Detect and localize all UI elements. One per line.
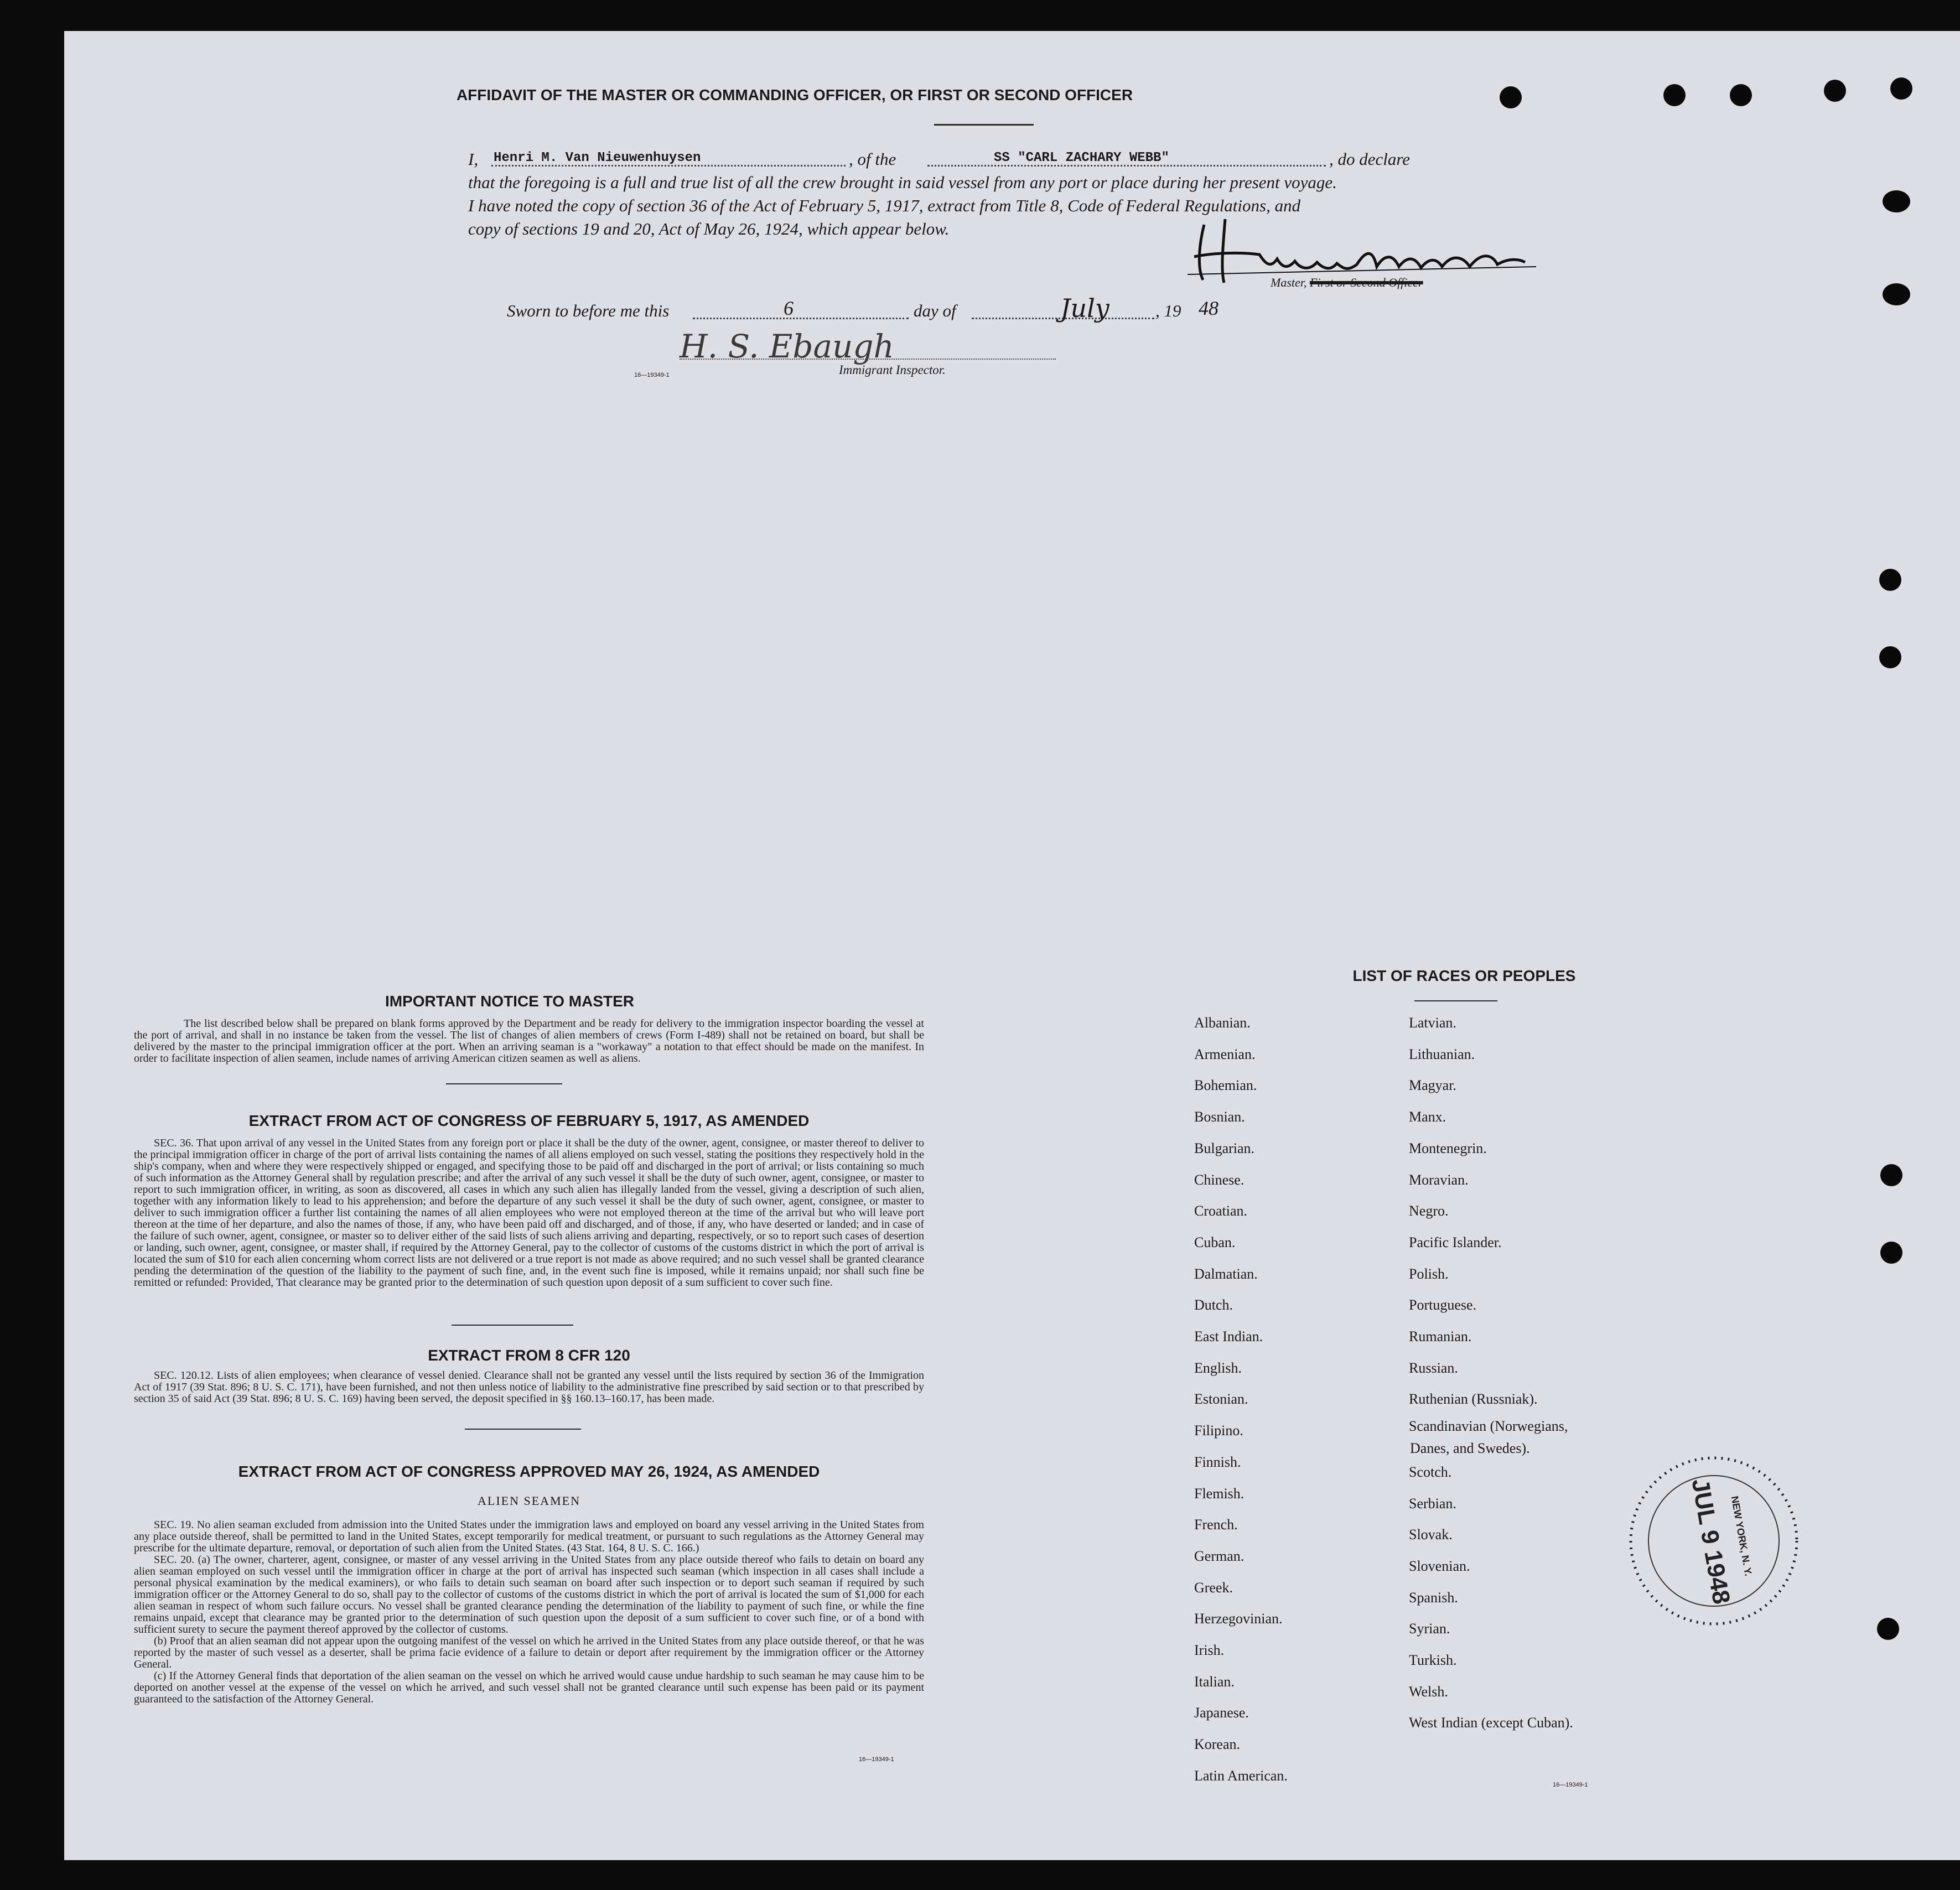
title-rule [934, 124, 1034, 126]
extract-1924-sections [134, 1519, 924, 1705]
punch-hole [1879, 646, 1901, 668]
day-of-label: day of [914, 301, 956, 320]
inspector-signature: H. S. Ebaugh [680, 328, 894, 365]
race-item: Albanian. [1194, 1015, 1251, 1031]
race-item: Spanish. [1409, 1589, 1458, 1606]
stamp-text: NEW YORK, N. Y. [1729, 1495, 1754, 1577]
affidavit-body-2: I have noted the copy of section 36 of the Act of February 5, 1917, extract from Title 8, Code of Federal Regulations, and [468, 196, 1301, 215]
day-underline [693, 318, 909, 319]
race-item: Japanese. [1194, 1705, 1249, 1721]
punch-hole [1890, 77, 1912, 100]
race-item: Polish. [1409, 1265, 1449, 1282]
punch-hole [1663, 84, 1686, 106]
race-item: Montenegrin. [1409, 1140, 1487, 1156]
affidavit-title: AFFIDAVIT OF THE MASTER OR COMMANDING OFFICER, OR FIRST OR SECOND OFFICER [456, 86, 1133, 103]
race-item: Bosnian. [1194, 1109, 1245, 1125]
affidavit-form-number: 16—19349-1 [634, 372, 670, 378]
race-item: German. [1194, 1548, 1245, 1564]
race-item: Welsh. [1409, 1683, 1448, 1700]
race-item: East Indian. [1194, 1328, 1263, 1344]
notice-body: The list described below shall be prepared on blank forms approved by the Department and be ready for delivery to the immigration inspector boarding the vessel at the port of arrival, and shall in no instance be taken from the vessel. The list of changes of alien members of crews (Form I-489) shall not be retained on board, but shall be delivered by the master to the principal immigration officer at the port. When an arriving seaman is a "workaway" a notation to that effect should be made on the manifest. In order to facilitate inspection of alien seamen, include names of arriving American citizen seamen as well as aliens. [134, 1017, 924, 1065]
race-item: Cuban. [1194, 1234, 1236, 1250]
sworn-year: 48 [1199, 297, 1218, 319]
sworn-day: 6 [784, 297, 794, 319]
punch-hole [1883, 190, 1910, 212]
race-item: Latin American. [1194, 1767, 1288, 1784]
sec-19-text: SEC. 19. No alien seaman excluded from admission into the United States under the immigration laws and employed on board any vessel arriving in the United States from any place outside thereof, shall be permitted to land in the United States, except temporarily for medical treatment, or pursuant to such regulations as the Attorney General may prescribe for the ultimate departure, removal, or deportation of such alien from the United States. (43 Stat. 164, 8 U. S. C. 166.) [134, 1519, 924, 1554]
punch-hole [1880, 1164, 1902, 1186]
race-item: Bohemian. [1194, 1077, 1257, 1094]
race-item: Latvian. [1409, 1015, 1456, 1031]
races-rule [1414, 1000, 1497, 1001]
date-stamp [1622, 1450, 1805, 1632]
extract-cfr-body: SEC. 120.12. Lists of alien employees; when clearance of vessel denied. Clearance shall not be granted any vessel until the lists required by section 36 of the Immigration Act of 1917 (39 Stat. 896; 8 U. S. C. 171), have been furnished, and not then unless notice of liability to the administrative fine prescribed by said section or to that prescribed by section 35 of said Act (39 Stat. 896; 8 U. S. C. 169) having been served, the deposit specified in §§ 160.13–160.17, has been made. [134, 1369, 924, 1405]
race-item: Finnish. [1194, 1453, 1241, 1470]
race-item: Lithuanian. [1409, 1046, 1475, 1062]
race-item: Flemish. [1194, 1485, 1245, 1502]
extract-cfr-rule [465, 1429, 581, 1430]
year-prefix: , 19 [1155, 301, 1181, 320]
punch-hole [1730, 84, 1752, 106]
extract-form-number: 16—19349-1 [859, 1756, 894, 1763]
race-item: Chinese. [1194, 1171, 1245, 1188]
name-underline [491, 165, 846, 167]
master-caption: Master, First or Second Officer [1271, 276, 1423, 289]
sworn-line [507, 293, 1337, 329]
i-label: I, [468, 149, 479, 169]
race-item: Moravian. [1409, 1171, 1469, 1188]
race-item: Slovenian. [1409, 1557, 1470, 1574]
affidavit-body-1: that the foregoing is a full and true list of all the crew brought in said vessel from any port or place during her present voyage. [468, 173, 1337, 192]
of-label: , of the [849, 149, 896, 169]
race-item: Filipino. [1194, 1422, 1243, 1439]
document-page [64, 31, 1960, 1860]
punch-hole [1824, 80, 1846, 102]
sec-20c-text: (c) If the Attorney General finds that deportation of the alien seaman on the vessel on which he arrived would cause undue hardship to such seaman he may cause him to be deported on another vessel at the expense of the vessel on which he arrived, and such vessel shall not be granted clearance until such expense has been paid or its payment guaranteed to the satisfaction of the Attorney General. [134, 1670, 924, 1705]
race-item: Scotch. [1409, 1463, 1452, 1480]
punch-hole [1877, 1618, 1899, 1640]
master-name-field: Henri M. Van Nieuwenhuysen [494, 150, 701, 165]
struck-officer-text: First or Second Officer [1309, 276, 1423, 289]
race-item: Danes, and Swedes). [1410, 1440, 1530, 1457]
race-item: Greek. [1194, 1579, 1233, 1596]
sworn-month: July [1060, 293, 1109, 323]
inspector-underline [680, 359, 1056, 360]
inspector-caption: Immigrant Inspector. [839, 363, 946, 377]
race-item: Croatian. [1194, 1203, 1248, 1219]
race-item: Korean. [1194, 1736, 1241, 1753]
extract-1924-subtitle: ALIEN SEAMEN [478, 1494, 580, 1508]
race-item: Dalmatian. [1194, 1265, 1258, 1282]
race-item: English. [1194, 1359, 1242, 1376]
notice-title: IMPORTANT NOTICE TO MASTER [385, 993, 635, 1010]
race-item: Scandinavian (Norwegians, [1409, 1418, 1568, 1435]
affidavit-line-1 [468, 149, 1569, 172]
extract-1917-rule [452, 1325, 573, 1326]
race-item: Irish. [1194, 1642, 1225, 1658]
punch-hole [1879, 569, 1901, 591]
race-item: Syrian. [1409, 1621, 1450, 1637]
race-item: Magyar. [1409, 1077, 1456, 1094]
vessel-name-field: SS "CARL ZACHARY WEBB" [994, 150, 1169, 165]
vessel-underline [927, 165, 1326, 167]
race-item: Portuguese. [1409, 1297, 1477, 1313]
race-item: Herzegovinian. [1194, 1611, 1283, 1627]
race-item: French. [1194, 1517, 1238, 1533]
extract-1924-title: EXTRACT FROM ACT OF CONGRESS APPROVED MAY 26, 1924, AS AMENDED [238, 1463, 820, 1480]
extract-1917-body: SEC. 36. That upon arrival of any vessel in the United States from any foreign port or place it shall be the duty of the owner, agent, consignee, or master thereof to deliver to the principal immigration officer in charge of the port of arrival lists containing the names of all aliens employed on such vessel, stating the positions they respectively hold in the ship's company, when and where they were respectively shipped or engaged, and specifying those to be paid off and discharged in the port of arrival; or lists containing so much of such information as the Attorney General shall by regulation prescribe; and after the arrival of any such vessel it shall be the duty of such owner, agent, consignee, or master to report to such immigration officer, in writing, as soon as discovered, all cases in which any such alien has illegally landed from the vessel, giving a description of such alien, together with any information likely to lead to his apprehension; and before the departure of any such vessel it shall be the duty of such owner, agent, consignee, or master to deliver to such immigration officer a further list containing the names of all alien employees who were not employed thereon at the time of the arrival but who will leave port thereon at the time of her departure, and also the names of those, if any, who have been paid off and discharged, and of those, if any, who have deserted or landed; and in case of the failure of such owner, agent, consignee, or master so to deliver either of the said lists of such aliens arriving and departing, respectively, or so to report such cases of desertion or landing, such owner, agent, consignee, or master shall, if required by the Attorney General, pay to the collector of customs of the customs district in which the port of arrival is located the sum of $10 for each alien concerning whom correct lists are not delivered or a true report is not made as above required; and no such vessel shall be granted clearance pending the determination of the question of the liability to the payment of such fine, and, in the event such fine is imposed, while it remains unpaid; nor shall such fine be remitted or refunded: Provided, That clearance may be granted prior to the determination of such question upon deposit of a sum sufficient to cover such fine. [134, 1137, 924, 1289]
race-item: Pacific Islander. [1409, 1234, 1502, 1250]
race-item: Slovak. [1409, 1526, 1453, 1543]
race-item: Turkish. [1409, 1652, 1457, 1668]
stamp-date: JUL 9 1948 [1686, 1476, 1735, 1607]
races-form-number: 16—19349-1 [1553, 1782, 1588, 1788]
race-item: Negro. [1409, 1203, 1449, 1219]
sec-20a-text: SEC. 20. (a) The owner, charterer, agent, consignee, or master of any vessel arriving in the United States from any place outside thereof who fails to detain on board any alien seaman employed on such vessel until the immigration officer in charge at the port of arrival has inspected such seaman (which inspection in all cases shall include a personal physical examination by the medical examiners), or who fails to detain such seaman on board after such inspection or to deport such seaman if required by such immigration officer or the Attorney General to do so, shall pay to the collector of customs of the customs district in which the port of arrival is located the sum of $1,000 for each alien seaman in respect of whom such failure occurs. No vessel shall be granted clearance pending the determination of the liability to payment of such fine, or while the fine remains unpaid, except that clearance may be granted prior to the determination of such question upon the deposit of a sum sufficient to cover such fine, or of a bond with sufficient surety to secure the payment thereof approved by the collector of customs. [134, 1554, 924, 1635]
race-item: Dutch. [1194, 1297, 1233, 1313]
races-title: LIST OF RACES OR PEOPLES [1352, 967, 1576, 984]
sworn-label: Sworn to before me this [507, 301, 670, 320]
race-item: Manx. [1409, 1109, 1446, 1125]
extract-cfr-title: EXTRACT FROM 8 CFR 120 [428, 1347, 630, 1364]
extract-1917-title: EXTRACT FROM ACT OF CONGRESS OF FEBRUARY 5, 1917, AS AMENDED [248, 1112, 810, 1129]
race-item: Estonian. [1194, 1391, 1248, 1408]
sec-20b-text: (b) Proof that an alien seaman did not appear upon the outgoing manifest of the vessel on which he arrived in the United States from any place outside thereof, or that he was reported by the master of such vessel as a deserter, shall be prima facie evidence of a failure to detain or deport after requirement by the immigration officer or the Attorney General. [134, 1635, 924, 1670]
race-item: Rumanian. [1409, 1328, 1472, 1344]
race-item: West Indian (except Cuban). [1409, 1715, 1573, 1731]
race-item: Italian. [1194, 1673, 1235, 1690]
race-item: Ruthenian (Russniak). [1409, 1391, 1538, 1408]
race-item: Russian. [1409, 1359, 1458, 1376]
punch-hole [1880, 1242, 1902, 1264]
declare-label: , do declare [1329, 149, 1411, 169]
race-item: Bulgarian. [1194, 1140, 1255, 1156]
punch-hole [1883, 283, 1910, 305]
affidavit-body-3: copy of sections 19 and 20, Act of May 26, 1924, which appear below. [468, 219, 950, 238]
notice-rule [446, 1083, 562, 1084]
race-item: Serbian. [1409, 1495, 1456, 1512]
race-item: Armenian. [1194, 1046, 1256, 1062]
